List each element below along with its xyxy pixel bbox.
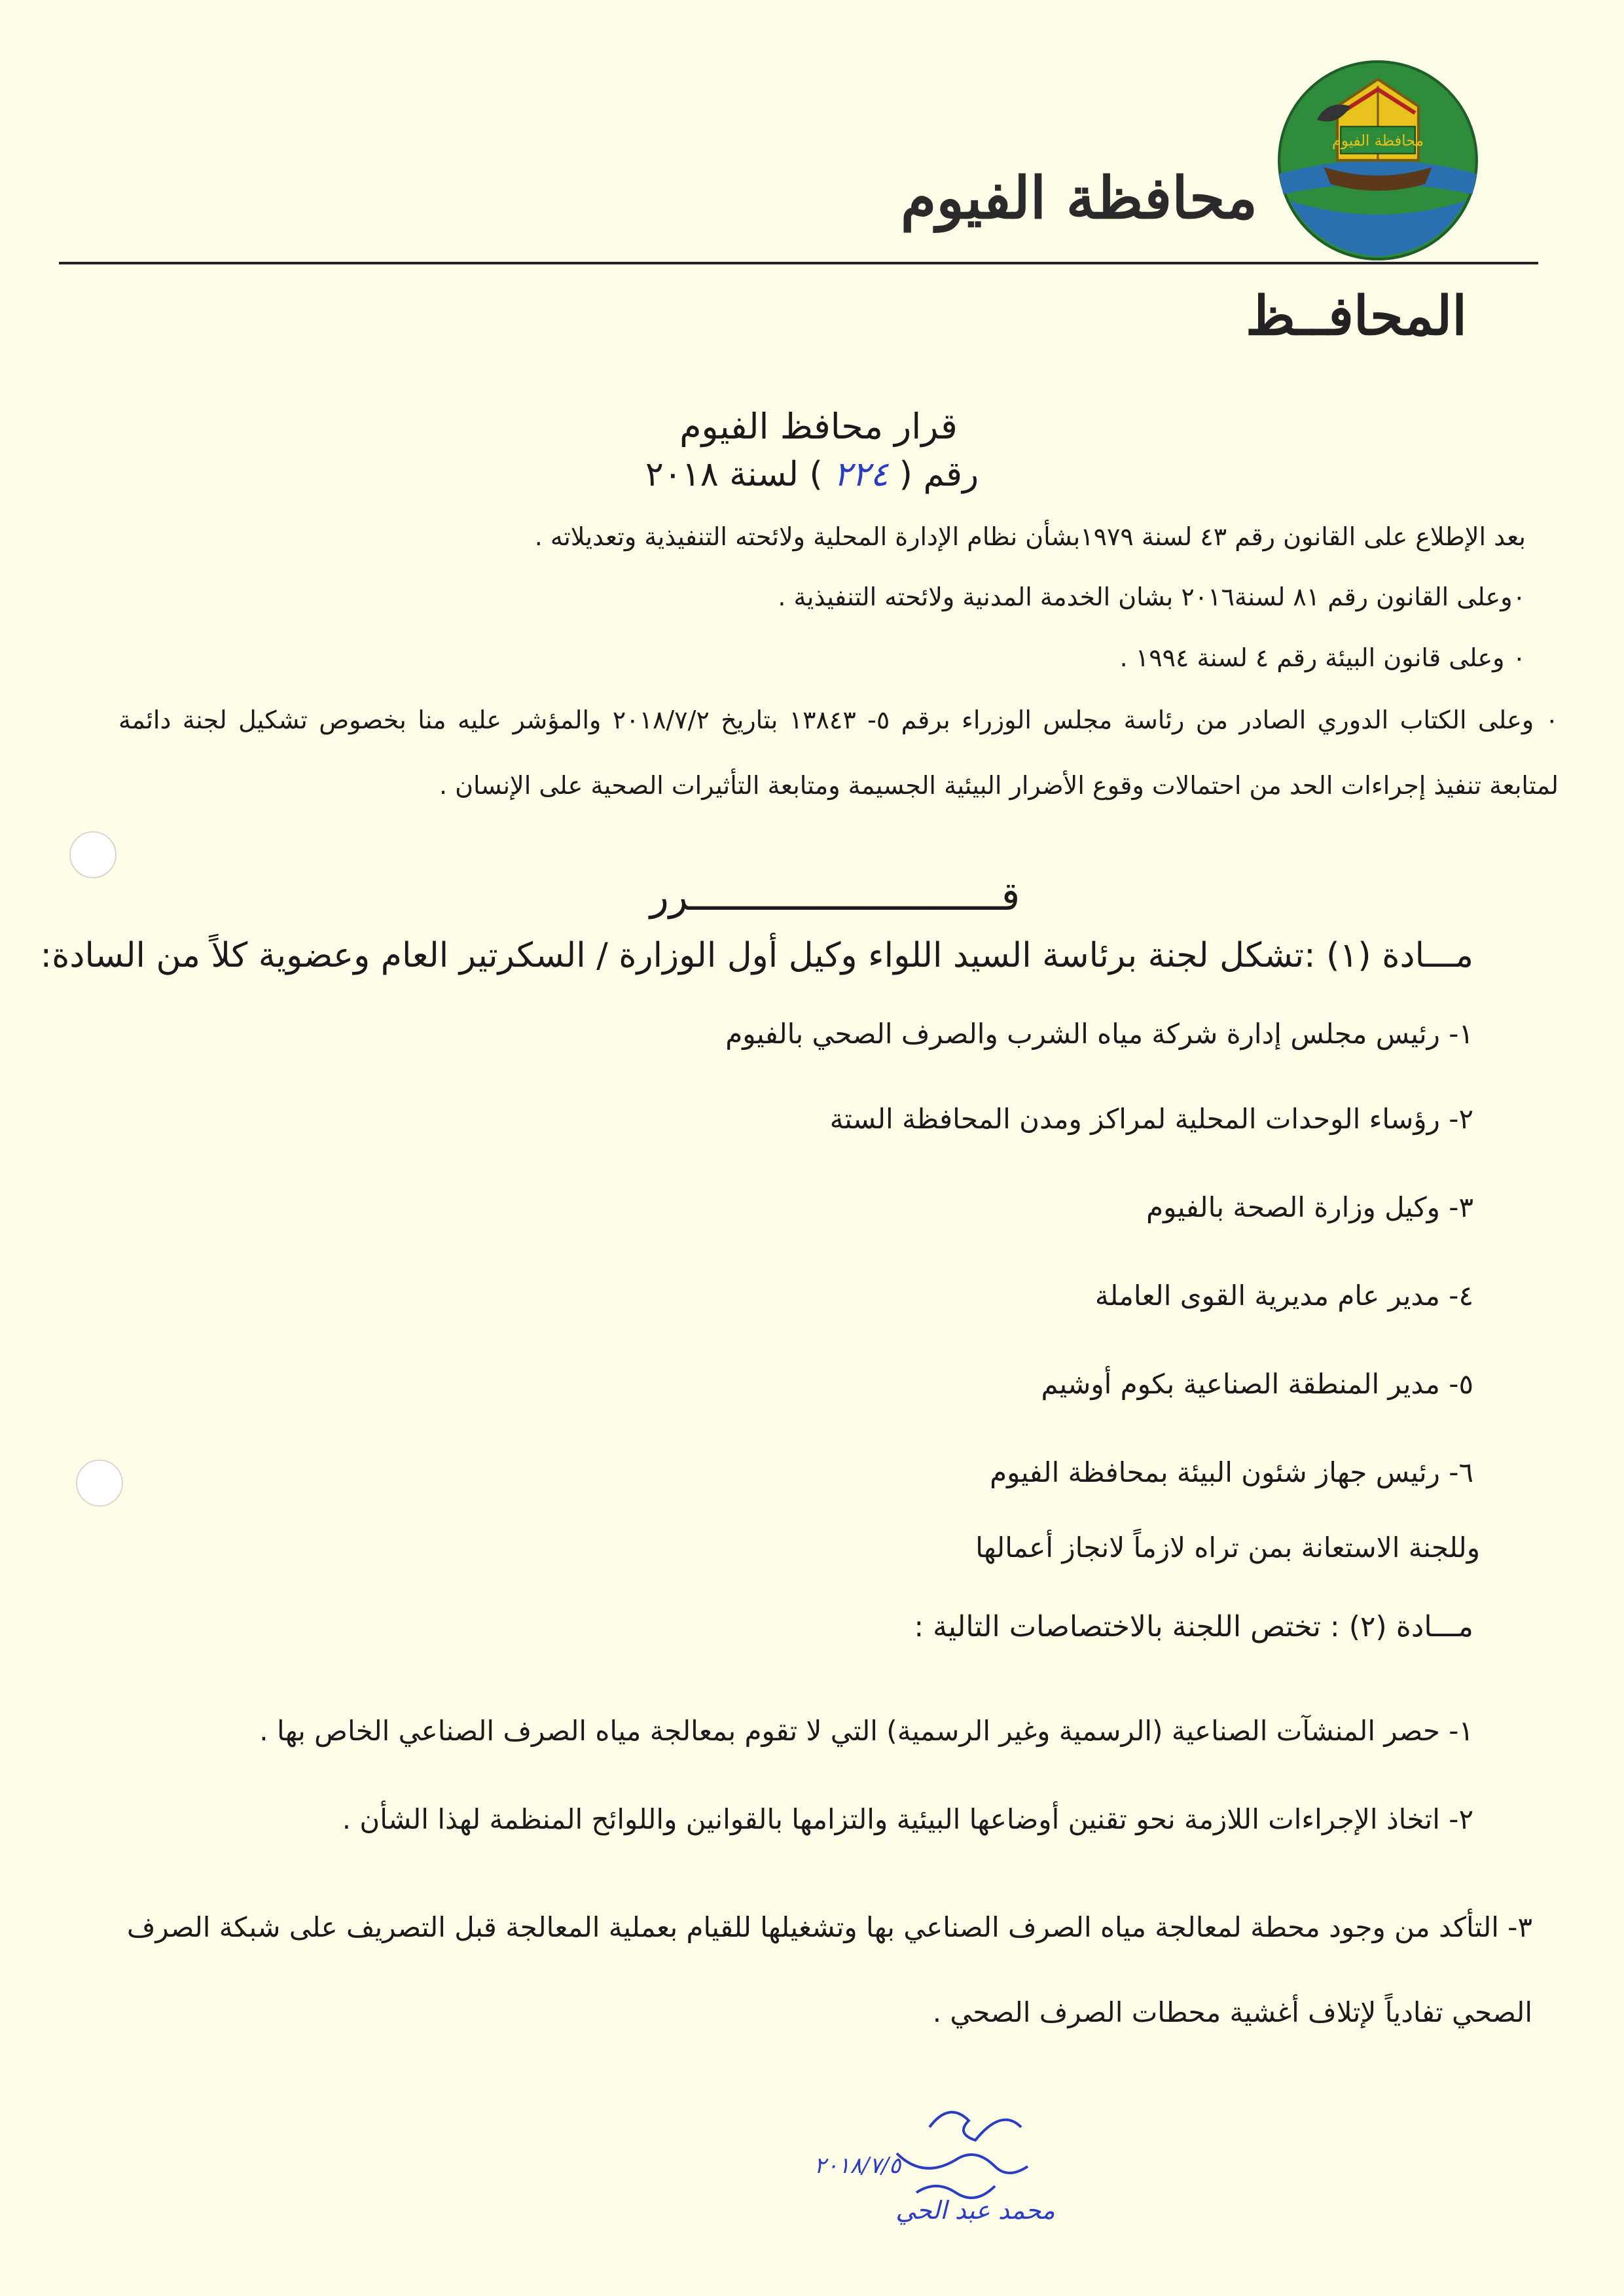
preamble-line: ٠ وعلى قانون البيئة رقم ٤ لسنة ١٩٩٤ . [1119, 643, 1526, 672]
preamble-line: بعد الإطلاع على القانون رقم ٤٣ لسنة ١٩٧٩بشأن نظام الإدارة المحلية ولائحته التنفيذية وتعديلاته . [534, 522, 1526, 551]
committee-member: ٤- مدير عام مديرية القوى العاملة [1094, 1280, 1473, 1312]
handwritten-signature [812, 2081, 1060, 2225]
decree-number-suffix: ) لسنة ٢٠١٨ [645, 455, 823, 494]
preamble-line: ٠ وعلى الكتاب الدوري الصادر من رئاسة مجلس الوزراء برقم ٥- ١٣٨٤٣ بتاريخ ٢٠١٨/٧/٢ والمؤشر عليه منا بخصوص تشكيل لجنة دائمة لمتابعة تنفيذ إجراءات الحد من احتمالات وقوع الأضرار البيئية الجسيمة ومتابعة التأثيرات الصحية على الإنسان . [118, 706, 1559, 800]
svg-text:محافظة الفيوم: محافظة الفيوم [1331, 132, 1424, 150]
svg-text:محمد عبد الحي: محمد عبد الحي [895, 2196, 1055, 2225]
committee-note: وللجنة الاستعانة بمن تراه لازماً لانجاز أعمالها [975, 1532, 1480, 1564]
header-divider [59, 262, 1538, 264]
fayoum-governorate-seal-icon [1276, 59, 1479, 262]
article-1-heading: مـــادة (١) :تشكل لجنة برئاسة السيد اللواء وكيل أول الوزارة / السكرتير العام وعضوية كلاً من السادة: [40, 936, 1473, 975]
responsibility-item: ٣- التأكد من وجود محطة لمعالجة مياه الصرف الصناعي بها وتشغيلها للقيام بعملية المعالجة قبل التصريف على شبكة الصرف الصحي تفادياً لإتلاف أغشية محطات الصرف الصحي . [126, 1911, 1532, 2028]
committee-member: ٢- رؤساء الوحدات المحلية لمراكز ومدن المحافظة الستة [829, 1103, 1473, 1135]
committee-member: ٣- وكيل وزارة الصحة بالفيوم [1146, 1191, 1473, 1223]
decision-heading: قـــــــــــــــــــــــــــرر [649, 874, 1020, 920]
punch-hole [69, 831, 117, 878]
decree-number [0, 455, 1624, 494]
committee-member: ١- رئيس مجلس إدارة شركة مياه الشرب والصرف الصحي بالفيوم [725, 1018, 1473, 1050]
responsibility-item: ٢- اتخاذ الإجراءات اللازمة نحو تقنين أوضاعها البيئية والتزامها بالقوانين واللوائح المنظمة لهذا الشأن . [342, 1803, 1473, 1835]
committee-member: ٦- رئيس جهاز شئون البيئة بمحافظة الفيوم [990, 1456, 1473, 1488]
punch-hole [76, 1460, 123, 1507]
article-2-heading: مـــادة (٢) : تختص اللجنة بالاختصاصات التالية : [914, 1610, 1473, 1643]
decree-number-handwritten: ٢٢٤ [833, 455, 889, 494]
decree-title: قرار محافظ الفيوم [679, 406, 958, 447]
svg-text:٢٠١٨/٧/٥: ٢٠١٨/٧/٥ [814, 2153, 901, 2179]
committee-member: ٥- مدير المنطقة الصناعية بكوم أوشيم [1041, 1368, 1473, 1400]
governorate-name: محافظة الفيوم [900, 164, 1257, 232]
preamble-line: ٠وعلى القانون رقم ٨١ لسنة٢٠١٦ بشان الخدمة المدنية ولائحته التنفيذية . [778, 583, 1526, 611]
office-title: المحافــظ [1245, 285, 1467, 348]
decree-number-prefix: رقم ( [899, 455, 979, 494]
responsibility-item: ١- حصر المنشآت الصناعية (الرسمية وغير الرسمية) التي لا تقوم بمعالجة مياه الصرف الصناعي الخاص بها . [259, 1715, 1473, 1747]
